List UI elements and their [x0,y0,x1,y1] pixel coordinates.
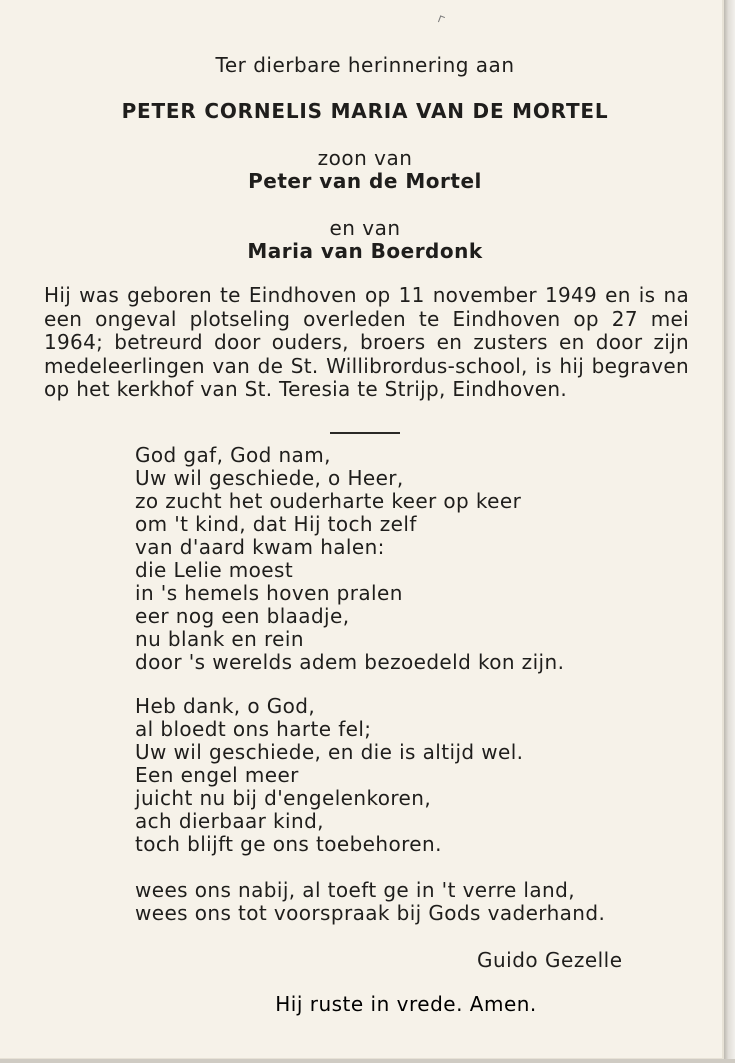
card-right-edge [724,0,735,1063]
deceased-name: PETER CORNELIS MARIA VAN DE MORTEL [121,99,609,123]
poem-line: zo zucht het ouderharte keer op keer [135,489,522,513]
biography-paragraph: Hij was geboren te Eindhoven op 11 november 1949 en is na een ongeval plotseling overleden te Eindhoven op 27 mei 1964; betreurd door ouders, broers en zusters en door zijn medeleerlingen van de St. Willibrordus-school, is hij begraven op het kerkhof van St. Teresia te Strijp, Eindhoven. [44,283,689,401]
poem-line: Uw wil geschiede, o Heer, [135,466,404,490]
poem-line: Een engel meer [135,763,299,787]
poem-line: van d'aard kwam halen: [135,535,385,559]
mother-name: Maria van Boerdonk [247,239,483,263]
divider-line [330,432,400,434]
poem-line: wees ons nabij, al toeft ge in 't verre land, [135,878,575,902]
poem-stanza-1 [135,444,564,674]
poem-line: Uw wil geschiede, en die is altijd wel. [135,740,524,764]
poem-line: wees ons tot voorspraak bij Gods vaderhand. [135,901,606,925]
poem-line: eer nog een blaadje, [135,604,350,628]
poem-author: Guido Gezelle [477,948,623,972]
poem-line: om 't kind, dat Hij toch zelf [135,512,417,536]
son-of-label: zoon van [317,146,413,170]
poem-line: ach dierbaar kind, [135,809,324,833]
poem-stanza-3 [135,879,605,925]
poem-line: Heb dank, o God, [135,694,316,718]
poem-line: al bloedt ons harte fel; [135,717,372,741]
intro-line: Ter dierbare herinnering aan [215,53,515,77]
and-of-label: en van [329,216,401,240]
father-name: Peter van de Mortel [248,169,482,193]
card-bottom-edge [0,1059,735,1063]
poem-line: nu blank en rein [135,627,304,651]
poem-line: door 's werelds adem bezoedeld kon zijn. [135,650,565,674]
poem-line: in 's hemels hoven pralen [135,581,403,605]
poem-line: God gaf, God nam, [135,443,331,467]
poem-stanza-2 [135,695,523,856]
poem-line: juicht nu bij d'engelenkoren, [135,786,432,810]
closing-prayer: Hij ruste in vrede. Amen. [275,992,537,1016]
poem-line: toch blijft ge ons toebehoren. [135,832,442,856]
poem-line: die Lelie moest [135,558,294,582]
ink-mark [438,15,445,23]
